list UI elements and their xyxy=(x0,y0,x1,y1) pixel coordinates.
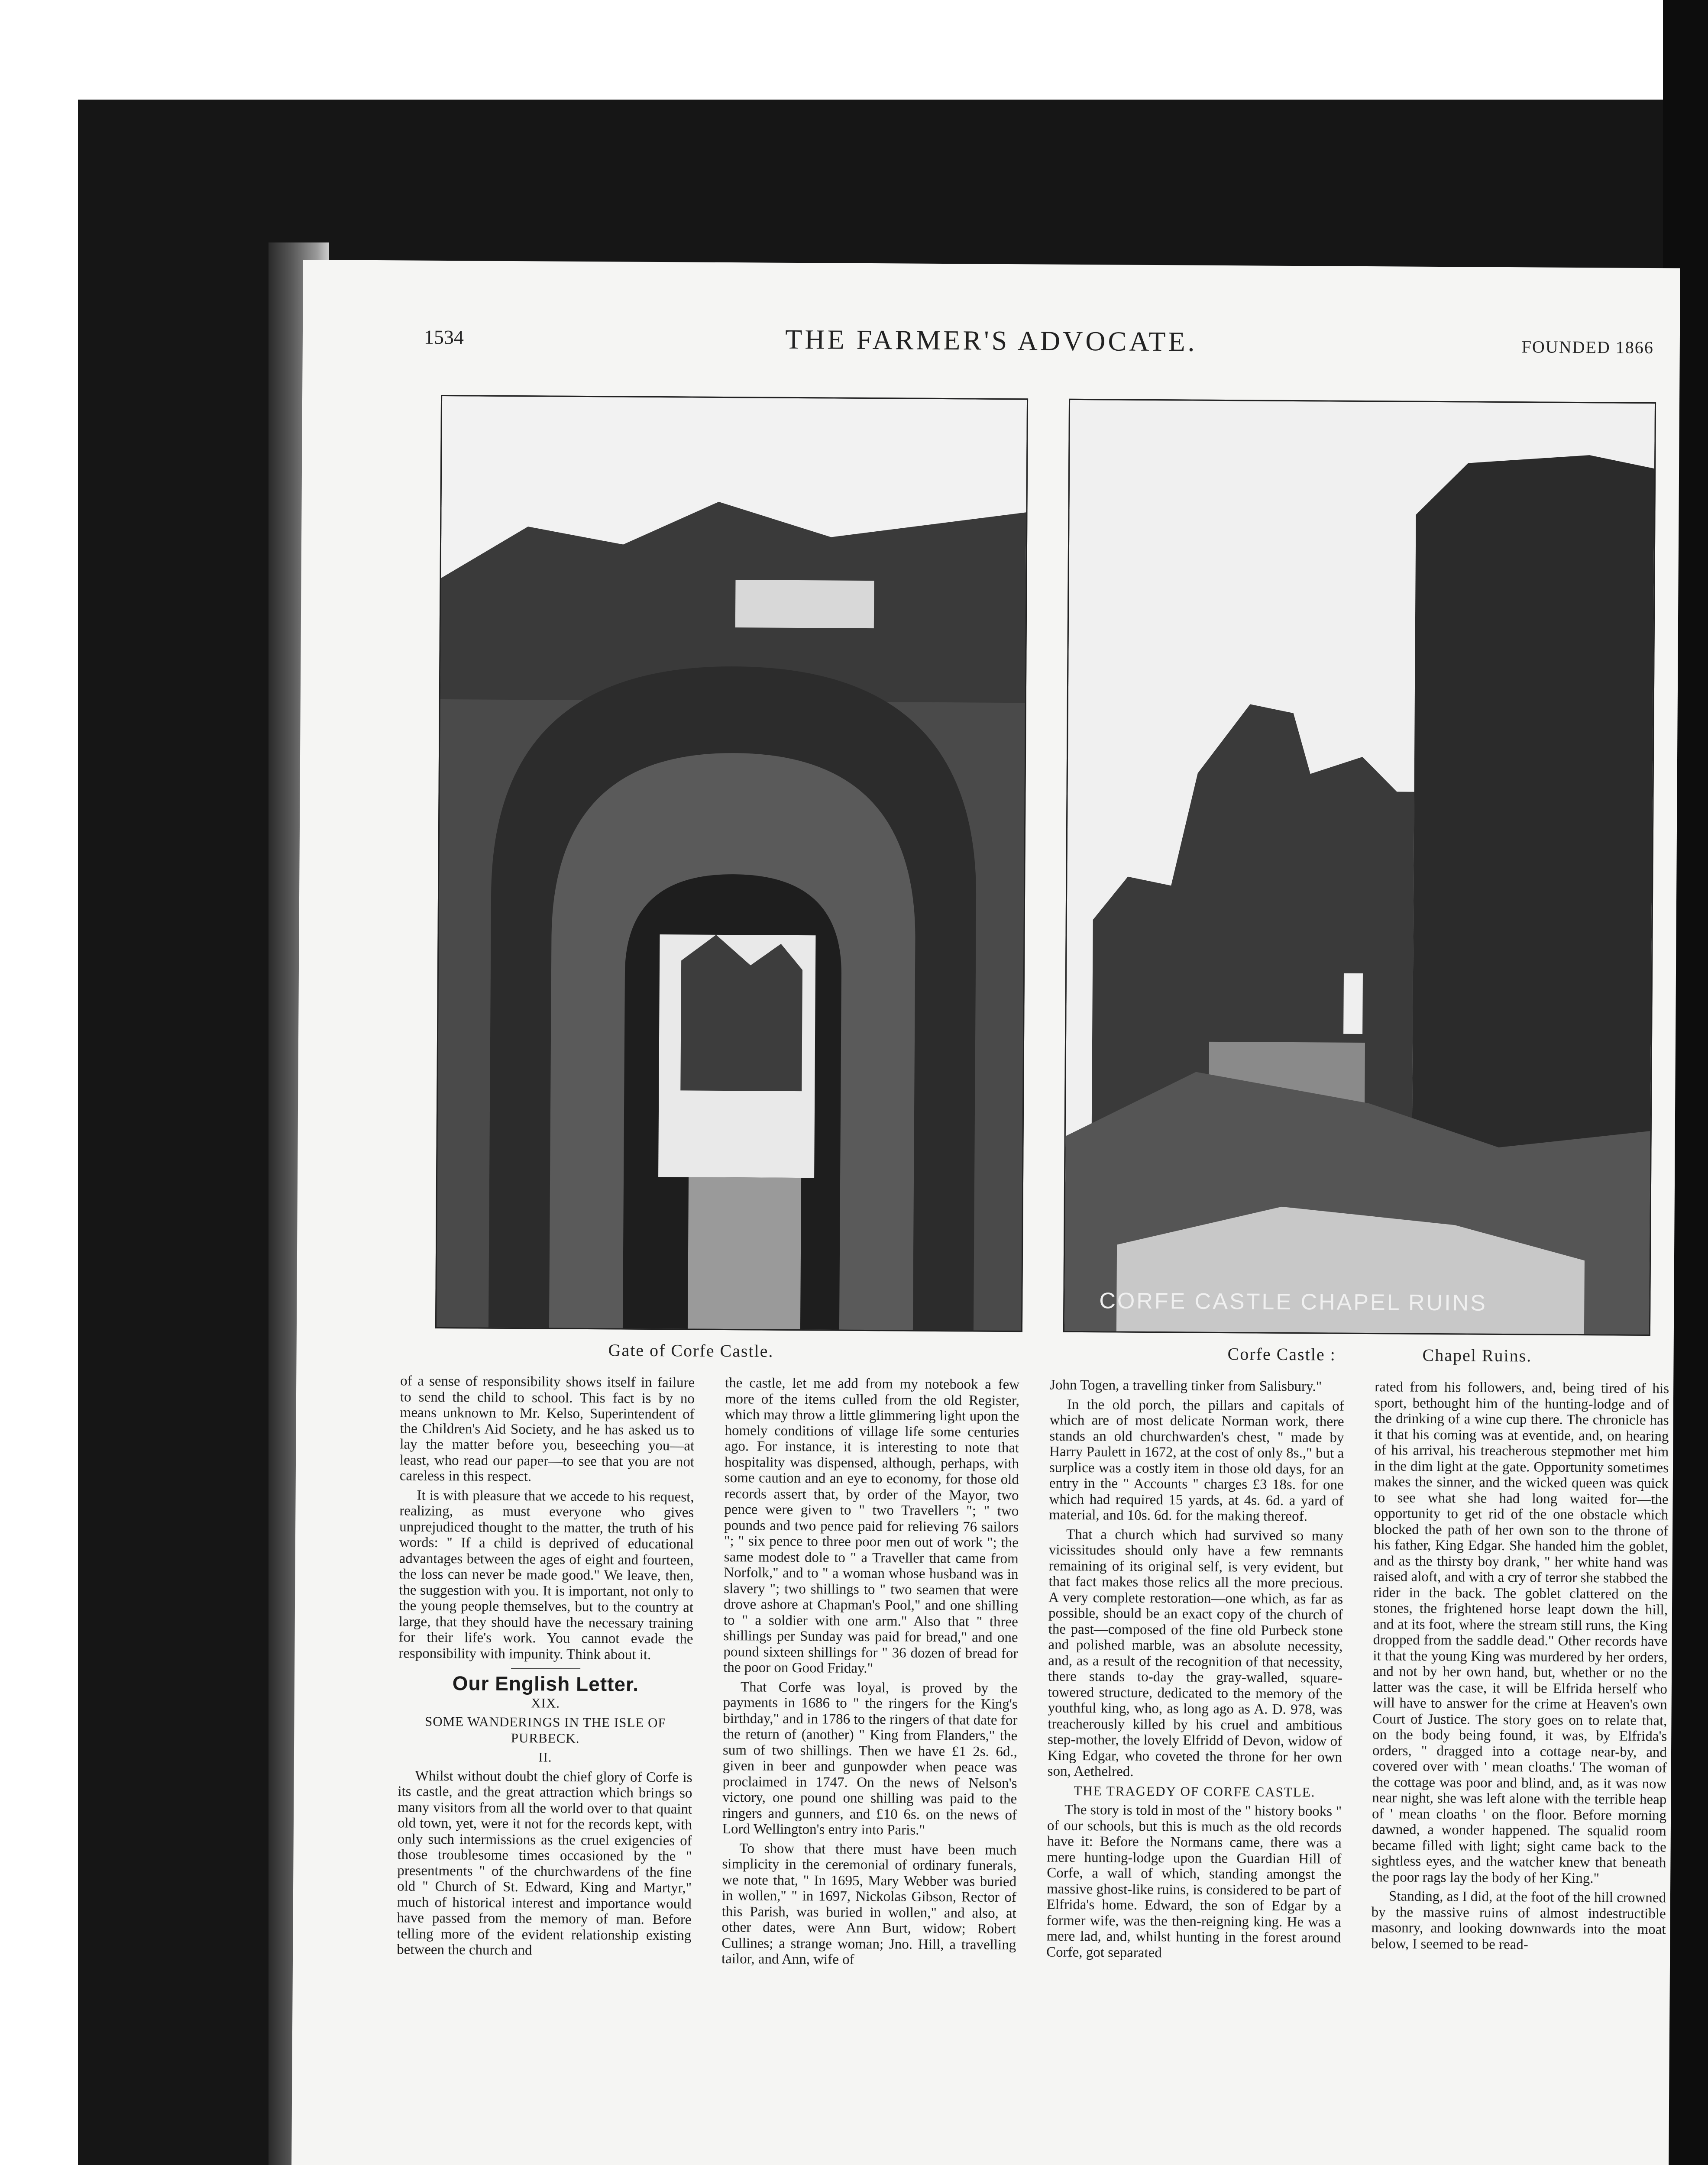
text-column-3 xyxy=(1046,1377,1344,1965)
caption-chapel-ruins: Chapel Ruins. xyxy=(1422,1345,1532,1366)
paragraph: To show that there must have been much simplicity in the ceremonial of ordinary funerals, we note that, " In 1695, Mary Webber was buried in wollen," " in 1697, Nickolas Gibson, Rector of this Parish, was buried in wollen," and also, at other dates, were Ann Burt, widow; Robert Cullines; a strange woman; Jno. Hill, a travelling tailor, and Ann, wife of xyxy=(721,1840,1017,1968)
page-number: 1534 xyxy=(424,326,464,349)
text-column-4 xyxy=(1371,1379,1669,1957)
founded-note: FOUNDED 1866 xyxy=(1521,337,1654,358)
newspaper-page xyxy=(290,260,1680,2165)
article-subtitle: SOME WANDERINGS IN THE ISLE OF PURBECK. xyxy=(424,1713,666,1746)
article-number: XIX. xyxy=(531,1695,560,1711)
text-column-2 xyxy=(721,1375,1019,1972)
paragraph: the castle, let me add from my notebook a few more of the items culled from the old Register, which may throw a little glimmering light upon the homely conditions of village life some centuries ago. For instance, it is interesting to note that hospitality was dispensed, although, perhaps, with some caution and an eye to economy, for those old records assert that, by order of the Mayor, two pence were given to " two Travellers "; " two pounds and two pence paid for relieving 76 sailors "; " six pence to three poor men out of work "; the same modest dole to " a Traveller that came from Norfolk," and to " a woman whose husband was in slavery "; two shillings to " two seamen that were drove ashore at Chapman's Pool," and one shilling to " a soldier with one arm." Also that " three shillings per Sunday was paid for bread," and one pound sixteen shillings for " 36 dozen of bread for the poor on Good Friday." xyxy=(723,1375,1020,1677)
photo-overlay-title: CORFE CASTLE CHAPEL RUINS xyxy=(1099,1288,1488,1316)
paragraph: John Togen, a travelling tinker from Salisbury." xyxy=(1050,1377,1322,1395)
caption-gate: Gate of Corfe Castle. xyxy=(608,1340,774,1361)
caption-corfe-castle: Corfe Castle : xyxy=(1227,1344,1336,1364)
paragraph: of a sense of responsibility shows itself in failure to send the child to school. This fact is by no means unknown to Mr. Kelso, Superintendent of the Children's Aid Society, and he has asked us to lay the matter before you, beseeching you—at least, who read our paper—to see that you are not careless in this respect. xyxy=(399,1373,695,1485)
gate-photo-graphic xyxy=(437,396,1027,1331)
paragraph: It is with pleasure that we accede to his request, realizing, as must everyone who gives unprejudiced thought to the matter, the truth of his words: " If a child is deprived of educational advantages between the ages of eight and fourteen, the loss can never be made good." We leave, then, the suggestion with you. It is important, not only to the young people themselves, but to the country at large, that they should have the necessary training for their life's work. You cannot evade the responsibility with impunity. Think about it. xyxy=(398,1487,694,1663)
paragraph: That a church which had survived so many vicissitudes should only have a few remnants remaining of its original self, is very evident, but that fact makes those relics all the more precious. A very complete restoration—one which, as far as possible, should be an exact copy of the church of the past—composed of the fine old Purbeck stone and polished marble, was an absolute necessity, and, as a result of the recognition of that necessity, there stands to-day the gray-walled, square-towered structure, dedicated to the memory of the youthful king, who, as long ago as A. D. 978, was treacherously killed by his cruel and ambitious step-mother, the lovely Elfridd of Devon, widow of King Edgar, who coveted the throne for her own son, Aethelred. xyxy=(1047,1526,1344,1780)
paragraph: In the old porch, the pillars and capitals of which are of most delicate Norman work, there stands an old churchwarden's chest, " made by Harry Paulett in 1672, at the cost of only 8s.," but a surplice was a costly item in those old days, for an entry in the " Accounts " charges £3 18s. for one which had required 15 yards, at 4s. 6d. a yard of material, and 10s. 6d. for the making thereof. xyxy=(1049,1396,1344,1525)
journal-title: THE FARMER'S ADVOCATE. xyxy=(785,323,1197,357)
article-part: II. xyxy=(538,1749,552,1765)
section-divider xyxy=(511,1668,580,1669)
text-column-1 xyxy=(397,1373,695,1963)
paragraph: The story is told in most of the " history books " of our schools, but this is much as the old records have it: Before the Normans came, there was a mere hunting-lodge upon the Guardian Hill of Corfe, a wall of which, standing amongst the massive ghost-like ruins, is considered to be part of Elfrida's home. Edward, the son of Edgar by a former wife, was the then-reigning king. He was a mere lad, and, whilst hunting in the forest around Corfe, got separated xyxy=(1046,1802,1342,1961)
chapel-ruins-photo-graphic xyxy=(1064,400,1655,1335)
photo-corfe-chapel-ruins xyxy=(1063,399,1656,1336)
running-header xyxy=(303,325,1680,372)
section-heading: THE TRAGEDY OF CORFE CASTLE. xyxy=(1074,1783,1316,1800)
paragraph: rated from his followers, and, being tired of his sport, bethought him of the hunting-lodge and of the drinking of a wine cup there. The chronicle has it that his coming was at eventide, and, on hearing of his arrival, his treacherous stepmother met him in the dim light at the gate. Opportunity sometimes makes the sinner, and the wicked queen was quick to see what she had long waited for—the opportunity to get rid of the one obstacle which blocked the path of her own son to the throne of his father, King Edgar. She handed him the goblet, and as the thirsty boy drank, " her white hand was raised aloft, and with a cry of terror she stabbed the rider in the back. The goblet clattered on the stones, the frightened horse leapt down the hill, and at its foot, where the stream still runs, the King dropped from the saddle dead." Other records have it that the young King was murdered by her orders, and not by her own hand, but, whether or no the latter was the case, it will be Elfrida herself who will have to answer for the crime at Heaven's own Court of Justice. The story goes on to relate that, on the body being found, it was, by Elfrida's orders, " dragged into a cottage near-by, and covered over with ' mean cloaths.' The woman of the cottage was poor and blind, and, as it was now near night, she was left alone with the terrible heap of ' mean cloaths ' on the floor. Before morning dawned, a wonder happened. The squalid room became filled with light; sight came back to the sightless eyes, and the watcher knew that beneath the poor rags lay the body of her King." xyxy=(1372,1379,1669,1886)
paragraph: That Corfe was loyal, is proved by the payments in 1686 to " the ringers for the King's birthday," and in 1786 to the ringers of that date for the return of (another) " King from Flanders," the sum of two shillings. Then we have £1 2s. 6d., given in beer and gunpowder when peace was proclaimed in 1747. On the news of Nelson's victory, one pound one shilling was paid to the ringers and gunners, and £10 6s. on the news of Lord Wellington's entry into Paris." xyxy=(722,1679,1018,1838)
article-heading: Our English Letter. xyxy=(452,1672,639,1696)
paragraph: Whilst without doubt the chief glory of Corfe is its castle, and the great attraction which brings so many visitors from all the world over to that quaint old town, yet, were it not for the records kept, with only such intermissions as the cruel exigencies of those troublesome times occasioned by the " presentments " of the churchwardens of the fine old " Church of St. Edward, King and Martyr," much of historical interest and importance would have passed from the memory of man. Before telling more of the evident relationship existing between the church and xyxy=(397,1768,692,1958)
photo-gate-of-corfe-castle xyxy=(435,395,1028,1332)
paragraph: Standing, as I did, at the foot of the hill crowned by the massive ruins of almost indestructible masonry, and looking downwards into the moat below, I seemed to be read- xyxy=(1371,1888,1666,1952)
